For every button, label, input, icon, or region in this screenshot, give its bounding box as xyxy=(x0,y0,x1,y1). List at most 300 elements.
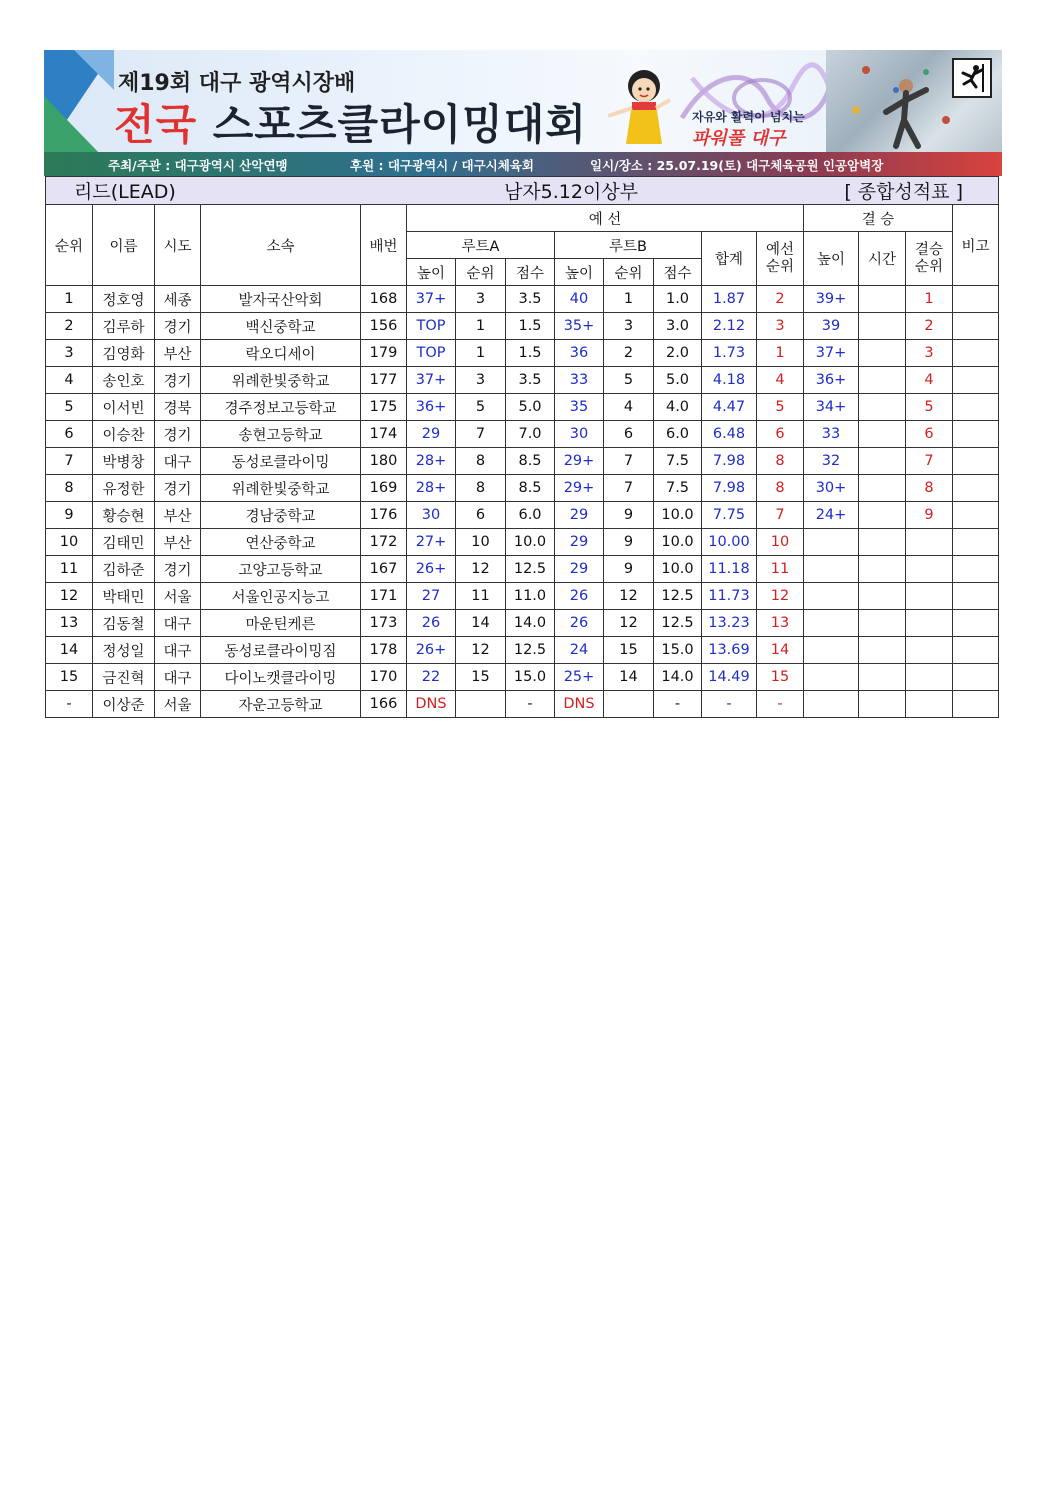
header-row-1 xyxy=(46,205,999,232)
cell-rank: 1 xyxy=(46,286,93,313)
cell-b-height: 35 xyxy=(555,394,604,421)
cell-affiliation: 자운고등학교 xyxy=(201,691,361,718)
cell-bib: 180 xyxy=(361,448,407,475)
cell-a-height: 36+ xyxy=(407,394,456,421)
cell-affiliation: 락오디세이 xyxy=(201,340,361,367)
cell-a-rank: 12 xyxy=(456,637,506,664)
cell-qual-rank: 6 xyxy=(757,421,804,448)
cell-total: 4.18 xyxy=(702,367,757,394)
cell-region: 대구 xyxy=(155,610,201,637)
cell-region: 대구 xyxy=(155,664,201,691)
cell-bib: 175 xyxy=(361,394,407,421)
cell-rank: 15 xyxy=(46,664,93,691)
cell-a-height: 27 xyxy=(407,583,456,610)
cell-bib: 156 xyxy=(361,313,407,340)
cell-a-rank: 12 xyxy=(456,556,506,583)
table-row xyxy=(46,367,999,394)
cell-qual-rank: 14 xyxy=(757,637,804,664)
cell-total: 11.73 xyxy=(702,583,757,610)
cell-region: 경기 xyxy=(155,313,201,340)
cell-b-rank: 9 xyxy=(604,529,654,556)
cell-a-height: 30 xyxy=(407,502,456,529)
cell-affiliation: 동성로클라이밍 xyxy=(201,448,361,475)
header-affiliation: 소속 xyxy=(201,205,361,286)
sheet-title-row xyxy=(46,177,999,205)
cell-b-rank: 7 xyxy=(604,475,654,502)
cell-a-score: 8.5 xyxy=(506,448,555,475)
cell-rank: 7 xyxy=(46,448,93,475)
cell-name: 이서빈 xyxy=(93,394,155,421)
cell-bib: 173 xyxy=(361,610,407,637)
cell-qual-rank: 4 xyxy=(757,367,804,394)
cell-affiliation: 연산중학교 xyxy=(201,529,361,556)
cell-a-rank xyxy=(456,691,506,718)
cell-b-score: 7.5 xyxy=(654,475,702,502)
cell-f-rank xyxy=(906,637,953,664)
cell-total: 13.69 xyxy=(702,637,757,664)
cell-name: 유정한 xyxy=(93,475,155,502)
cell-b-height: 26 xyxy=(555,583,604,610)
header-a-rank: 순위 xyxy=(456,259,506,286)
cell-rank: 13 xyxy=(46,610,93,637)
cell-f-rank: 8 xyxy=(906,475,953,502)
cell-f-height: 30+ xyxy=(804,475,859,502)
cell-b-score: 2.0 xyxy=(654,340,702,367)
cell-b-score: 15.0 xyxy=(654,637,702,664)
cell-remark xyxy=(953,637,999,664)
cell-b-rank: 15 xyxy=(604,637,654,664)
cell-total: 7.75 xyxy=(702,502,757,529)
cell-total: 2.12 xyxy=(702,313,757,340)
cell-region: 부산 xyxy=(155,502,201,529)
cell-region: 부산 xyxy=(155,529,201,556)
cell-affiliation: 경주정보고등학교 xyxy=(201,394,361,421)
cell-f-rank: 6 xyxy=(906,421,953,448)
cell-a-score: 15.0 xyxy=(506,664,555,691)
cell-a-rank: 8 xyxy=(456,448,506,475)
cell-total: 10.00 xyxy=(702,529,757,556)
table-row xyxy=(46,529,999,556)
cell-a-rank: 1 xyxy=(456,313,506,340)
cell-b-height: 35+ xyxy=(555,313,604,340)
cell-remark xyxy=(953,583,999,610)
cell-total: 11.18 xyxy=(702,556,757,583)
cell-f-rank xyxy=(906,691,953,718)
cell-remark xyxy=(953,529,999,556)
cell-name: 송인호 xyxy=(93,367,155,394)
cell-bib: 171 xyxy=(361,583,407,610)
cell-b-height: 26 xyxy=(555,610,604,637)
cell-remark xyxy=(953,448,999,475)
cell-a-height: 28+ xyxy=(407,448,456,475)
cell-region: 세종 xyxy=(155,286,201,313)
cell-a-rank: 7 xyxy=(456,421,506,448)
cell-f-time xyxy=(859,529,906,556)
cell-remark xyxy=(953,610,999,637)
cell-f-height xyxy=(804,529,859,556)
cell-a-height: 26+ xyxy=(407,556,456,583)
cell-bib: 176 xyxy=(361,502,407,529)
cell-b-rank: 2 xyxy=(604,340,654,367)
cell-f-time xyxy=(859,367,906,394)
cell-b-height: 33 xyxy=(555,367,604,394)
cell-b-score: 1.0 xyxy=(654,286,702,313)
cell-remark xyxy=(953,367,999,394)
cell-rank: 5 xyxy=(46,394,93,421)
cell-name: 정성일 xyxy=(93,637,155,664)
cell-f-height xyxy=(804,610,859,637)
cell-affiliation: 서울인공지능고 xyxy=(201,583,361,610)
cell-qual-rank: 5 xyxy=(757,394,804,421)
cell-region: 대구 xyxy=(155,637,201,664)
header-total: 합계 xyxy=(702,232,757,286)
cell-bib: 170 xyxy=(361,664,407,691)
cell-f-time xyxy=(859,502,906,529)
cell-a-score: 10.0 xyxy=(506,529,555,556)
cell-a-height: 28+ xyxy=(407,475,456,502)
cell-b-rank: 4 xyxy=(604,394,654,421)
cell-bib: 169 xyxy=(361,475,407,502)
cell-a-score: 14.0 xyxy=(506,610,555,637)
cell-remark xyxy=(953,475,999,502)
header-final: 결 승 xyxy=(804,205,953,232)
header-final-rank: 결승 순위 xyxy=(906,232,953,286)
event-title-highlight: 전국 xyxy=(114,100,198,149)
cell-b-score: 12.5 xyxy=(654,583,702,610)
banner-decoration xyxy=(44,96,100,154)
cell-a-height: 22 xyxy=(407,664,456,691)
header-rank: 순위 xyxy=(46,205,93,286)
cell-f-time xyxy=(859,286,906,313)
cell-a-rank: 14 xyxy=(456,610,506,637)
cell-b-height: 29+ xyxy=(555,475,604,502)
table-row xyxy=(46,286,999,313)
header-name: 이름 xyxy=(93,205,155,286)
table-row xyxy=(46,637,999,664)
cell-remark xyxy=(953,421,999,448)
cell-f-rank: 7 xyxy=(906,448,953,475)
cell-b-height: 25+ xyxy=(555,664,604,691)
cell-region: 경기 xyxy=(155,421,201,448)
cell-affiliation: 발자국산악회 xyxy=(201,286,361,313)
table-row xyxy=(46,691,999,718)
cell-f-rank: 4 xyxy=(906,367,953,394)
cell-a-height: 29 xyxy=(407,421,456,448)
cell-a-rank: 10 xyxy=(456,529,506,556)
cell-a-score: 12.5 xyxy=(506,637,555,664)
cell-b-rank: 12 xyxy=(604,583,654,610)
cell-a-height: DNS xyxy=(407,691,456,718)
cell-remark xyxy=(953,502,999,529)
cell-region: 대구 xyxy=(155,448,201,475)
cell-f-rank xyxy=(906,583,953,610)
cell-b-height: DNS xyxy=(555,691,604,718)
cell-f-height xyxy=(804,583,859,610)
header-a-score: 점수 xyxy=(506,259,555,286)
cell-total: 13.23 xyxy=(702,610,757,637)
cell-a-score: 1.5 xyxy=(506,313,555,340)
cell-f-rank xyxy=(906,610,953,637)
cell-affiliation: 위례한빛중학교 xyxy=(201,367,361,394)
cell-f-height xyxy=(804,556,859,583)
cell-total: 1.87 xyxy=(702,286,757,313)
cell-name: 정호영 xyxy=(93,286,155,313)
event-subtitle: 제19회 대구 광역시장배 xyxy=(118,71,356,96)
cell-remark xyxy=(953,286,999,313)
header-b-score: 점수 xyxy=(654,259,702,286)
cell-affiliation: 마운틴케른 xyxy=(201,610,361,637)
cell-bib: 179 xyxy=(361,340,407,367)
header-final-height: 높이 xyxy=(804,232,859,286)
cell-f-time xyxy=(859,664,906,691)
cell-region: 부산 xyxy=(155,340,201,367)
cell-rank: 4 xyxy=(46,367,93,394)
cell-f-height: 37+ xyxy=(804,340,859,367)
mascot-icon xyxy=(604,64,674,154)
cell-qual-rank: 11 xyxy=(757,556,804,583)
cell-a-height: 26 xyxy=(407,610,456,637)
cell-total: 7.98 xyxy=(702,448,757,475)
cell-region: 경북 xyxy=(155,394,201,421)
cell-a-rank: 1 xyxy=(456,340,506,367)
cell-a-score: 3.5 xyxy=(506,367,555,394)
table-row xyxy=(46,664,999,691)
cell-name: 황승현 xyxy=(93,502,155,529)
host-text: 주최/주관 : 대구광역시 산악연맹 xyxy=(108,158,288,173)
cell-f-rank xyxy=(906,556,953,583)
cell-f-time xyxy=(859,340,906,367)
header-bib: 배번 xyxy=(361,205,407,286)
cell-rank: 11 xyxy=(46,556,93,583)
cell-rank: 3 xyxy=(46,340,93,367)
cell-f-rank: 5 xyxy=(906,394,953,421)
cell-f-time xyxy=(859,394,906,421)
cell-a-height: TOP xyxy=(407,313,456,340)
cell-region: 경기 xyxy=(155,556,201,583)
cell-qual-rank: 2 xyxy=(757,286,804,313)
cell-a-score: 6.0 xyxy=(506,502,555,529)
cell-remark xyxy=(953,556,999,583)
cell-f-time xyxy=(859,448,906,475)
table-row xyxy=(46,340,999,367)
cell-f-height: 39+ xyxy=(804,286,859,313)
cell-b-rank: 14 xyxy=(604,664,654,691)
cell-bib: 167 xyxy=(361,556,407,583)
cell-qual-rank: 8 xyxy=(757,448,804,475)
header-remarks: 비고 xyxy=(953,205,999,286)
cell-b-rank: 6 xyxy=(604,421,654,448)
cell-b-rank: 5 xyxy=(604,367,654,394)
cell-a-rank: 3 xyxy=(456,367,506,394)
cell-b-rank: 12 xyxy=(604,610,654,637)
cell-remark xyxy=(953,313,999,340)
cell-total: 14.49 xyxy=(702,664,757,691)
cell-a-height: 37+ xyxy=(407,367,456,394)
table-row xyxy=(46,394,999,421)
cell-f-height: 36+ xyxy=(804,367,859,394)
cell-f-height xyxy=(804,691,859,718)
slogan-text: 자유와 활력이 넘치는 xyxy=(692,110,805,124)
cell-region: 경기 xyxy=(155,475,201,502)
cell-a-score: 1.5 xyxy=(506,340,555,367)
table-row xyxy=(46,583,999,610)
cell-bib: 166 xyxy=(361,691,407,718)
cell-qual-rank: 3 xyxy=(757,313,804,340)
cell-qual-rank: 12 xyxy=(757,583,804,610)
cell-b-rank: 7 xyxy=(604,448,654,475)
header-region: 시도 xyxy=(155,205,201,286)
cell-rank: 8 xyxy=(46,475,93,502)
cell-region: 경기 xyxy=(155,367,201,394)
cell-f-time xyxy=(859,637,906,664)
cell-affiliation: 고양고등학교 xyxy=(201,556,361,583)
cell-f-time xyxy=(859,421,906,448)
cell-b-score: 5.0 xyxy=(654,367,702,394)
cell-f-height: 34+ xyxy=(804,394,859,421)
cell-bib: 174 xyxy=(361,421,407,448)
cell-name: 이승찬 xyxy=(93,421,155,448)
header-qual-rank: 예선 순위 xyxy=(757,232,804,286)
cell-bib: 177 xyxy=(361,367,407,394)
cell-total: 6.48 xyxy=(702,421,757,448)
report-label: [ 종합성적표 ] xyxy=(757,177,999,205)
cell-f-rank xyxy=(906,664,953,691)
cell-remark xyxy=(953,394,999,421)
cell-b-height: 29 xyxy=(555,502,604,529)
cell-bib: 168 xyxy=(361,286,407,313)
cell-name: 김영화 xyxy=(93,340,155,367)
cell-b-height: 24 xyxy=(555,637,604,664)
cell-f-rank: 9 xyxy=(906,502,953,529)
cell-f-rank: 3 xyxy=(906,340,953,367)
sponsor-text: 후원 : 대구광역시 / 대구시체육회 xyxy=(350,158,534,173)
cell-a-score: 5.0 xyxy=(506,394,555,421)
cell-remark xyxy=(953,664,999,691)
cell-f-rank: 2 xyxy=(906,313,953,340)
cell-a-score: 3.5 xyxy=(506,286,555,313)
cell-b-rank: 9 xyxy=(604,502,654,529)
cell-a-score: 7.0 xyxy=(506,421,555,448)
cell-b-score: 14.0 xyxy=(654,664,702,691)
cell-rank: 10 xyxy=(46,529,93,556)
cell-f-height xyxy=(804,637,859,664)
results-body xyxy=(46,286,999,718)
cell-name: 박태민 xyxy=(93,583,155,610)
cell-region: 서울 xyxy=(155,691,201,718)
cell-rank: 12 xyxy=(46,583,93,610)
cell-bib: 172 xyxy=(361,529,407,556)
cell-qual-rank: 1 xyxy=(757,340,804,367)
cell-name: 김동철 xyxy=(93,610,155,637)
results-table xyxy=(45,176,999,718)
cell-affiliation: 송현고등학교 xyxy=(201,421,361,448)
cell-f-height: 24+ xyxy=(804,502,859,529)
cell-a-height: 26+ xyxy=(407,637,456,664)
table-row xyxy=(46,475,999,502)
event-banner xyxy=(44,50,1002,176)
cell-affiliation: 동성로클라이밍짐 xyxy=(201,637,361,664)
cell-f-time xyxy=(859,691,906,718)
header-route-b: 루트B xyxy=(555,232,702,259)
cell-a-height: 37+ xyxy=(407,286,456,313)
event-title-main: 스포츠클라이밍대회 xyxy=(197,100,587,149)
banner-decoration xyxy=(74,50,114,90)
sport-climbing-logo-icon xyxy=(952,58,992,98)
discipline-label: 리드(LEAD) xyxy=(46,177,361,205)
cell-f-time xyxy=(859,475,906,502)
cell-affiliation: 위례한빛중학교 xyxy=(201,475,361,502)
cell-region: 서울 xyxy=(155,583,201,610)
cell-b-score: 4.0 xyxy=(654,394,702,421)
cell-b-height: 40 xyxy=(555,286,604,313)
cell-b-rank: 1 xyxy=(604,286,654,313)
cell-affiliation: 백신중학교 xyxy=(201,313,361,340)
cell-b-score: 3.0 xyxy=(654,313,702,340)
cell-qual-rank: 7 xyxy=(757,502,804,529)
category-label: 남자5.12이상부 xyxy=(361,177,757,205)
cell-total: 4.47 xyxy=(702,394,757,421)
cell-a-rank: 6 xyxy=(456,502,506,529)
cell-a-score: 8.5 xyxy=(506,475,555,502)
cell-name: 김루하 xyxy=(93,313,155,340)
cell-a-score: 12.5 xyxy=(506,556,555,583)
cell-name: 박병창 xyxy=(93,448,155,475)
cell-a-rank: 5 xyxy=(456,394,506,421)
cell-name: 금진혁 xyxy=(93,664,155,691)
cell-qual-rank: 10 xyxy=(757,529,804,556)
table-row xyxy=(46,556,999,583)
cell-b-score: 10.0 xyxy=(654,556,702,583)
cell-b-height: 29+ xyxy=(555,448,604,475)
cell-a-height: 27+ xyxy=(407,529,456,556)
cell-f-time xyxy=(859,313,906,340)
cell-b-score: 10.0 xyxy=(654,529,702,556)
cell-f-height: 33 xyxy=(804,421,859,448)
cell-remark xyxy=(953,691,999,718)
header-qualification: 예 선 xyxy=(407,205,804,232)
cell-rank: 6 xyxy=(46,421,93,448)
cell-rank: - xyxy=(46,691,93,718)
cell-a-rank: 11 xyxy=(456,583,506,610)
header-route-a: 루트A xyxy=(407,232,555,259)
cell-f-time xyxy=(859,583,906,610)
header-b-rank: 순위 xyxy=(604,259,654,286)
cell-a-height: TOP xyxy=(407,340,456,367)
cell-f-time xyxy=(859,556,906,583)
cell-b-rank xyxy=(604,691,654,718)
cell-b-score: 12.5 xyxy=(654,610,702,637)
schedule-text: 일시/장소 : 25.07.19(토) 대구체육공원 인공암벽장 xyxy=(590,158,884,173)
cell-b-height: 29 xyxy=(555,529,604,556)
cell-b-height: 30 xyxy=(555,421,604,448)
cell-f-time xyxy=(859,610,906,637)
cell-f-height xyxy=(804,664,859,691)
header-final-time: 시간 xyxy=(859,232,906,286)
cell-b-rank: 3 xyxy=(604,313,654,340)
cell-qual-rank: 8 xyxy=(757,475,804,502)
header-a-height: 높이 xyxy=(407,259,456,286)
cell-total: 1.73 xyxy=(702,340,757,367)
event-info-strip xyxy=(44,152,1002,176)
cell-b-height: 36 xyxy=(555,340,604,367)
cell-qual-rank: - xyxy=(757,691,804,718)
table-row xyxy=(46,448,999,475)
table-row xyxy=(46,502,999,529)
table-row xyxy=(46,313,999,340)
cell-f-height: 32 xyxy=(804,448,859,475)
cell-b-score: 6.0 xyxy=(654,421,702,448)
cell-b-rank: 9 xyxy=(604,556,654,583)
